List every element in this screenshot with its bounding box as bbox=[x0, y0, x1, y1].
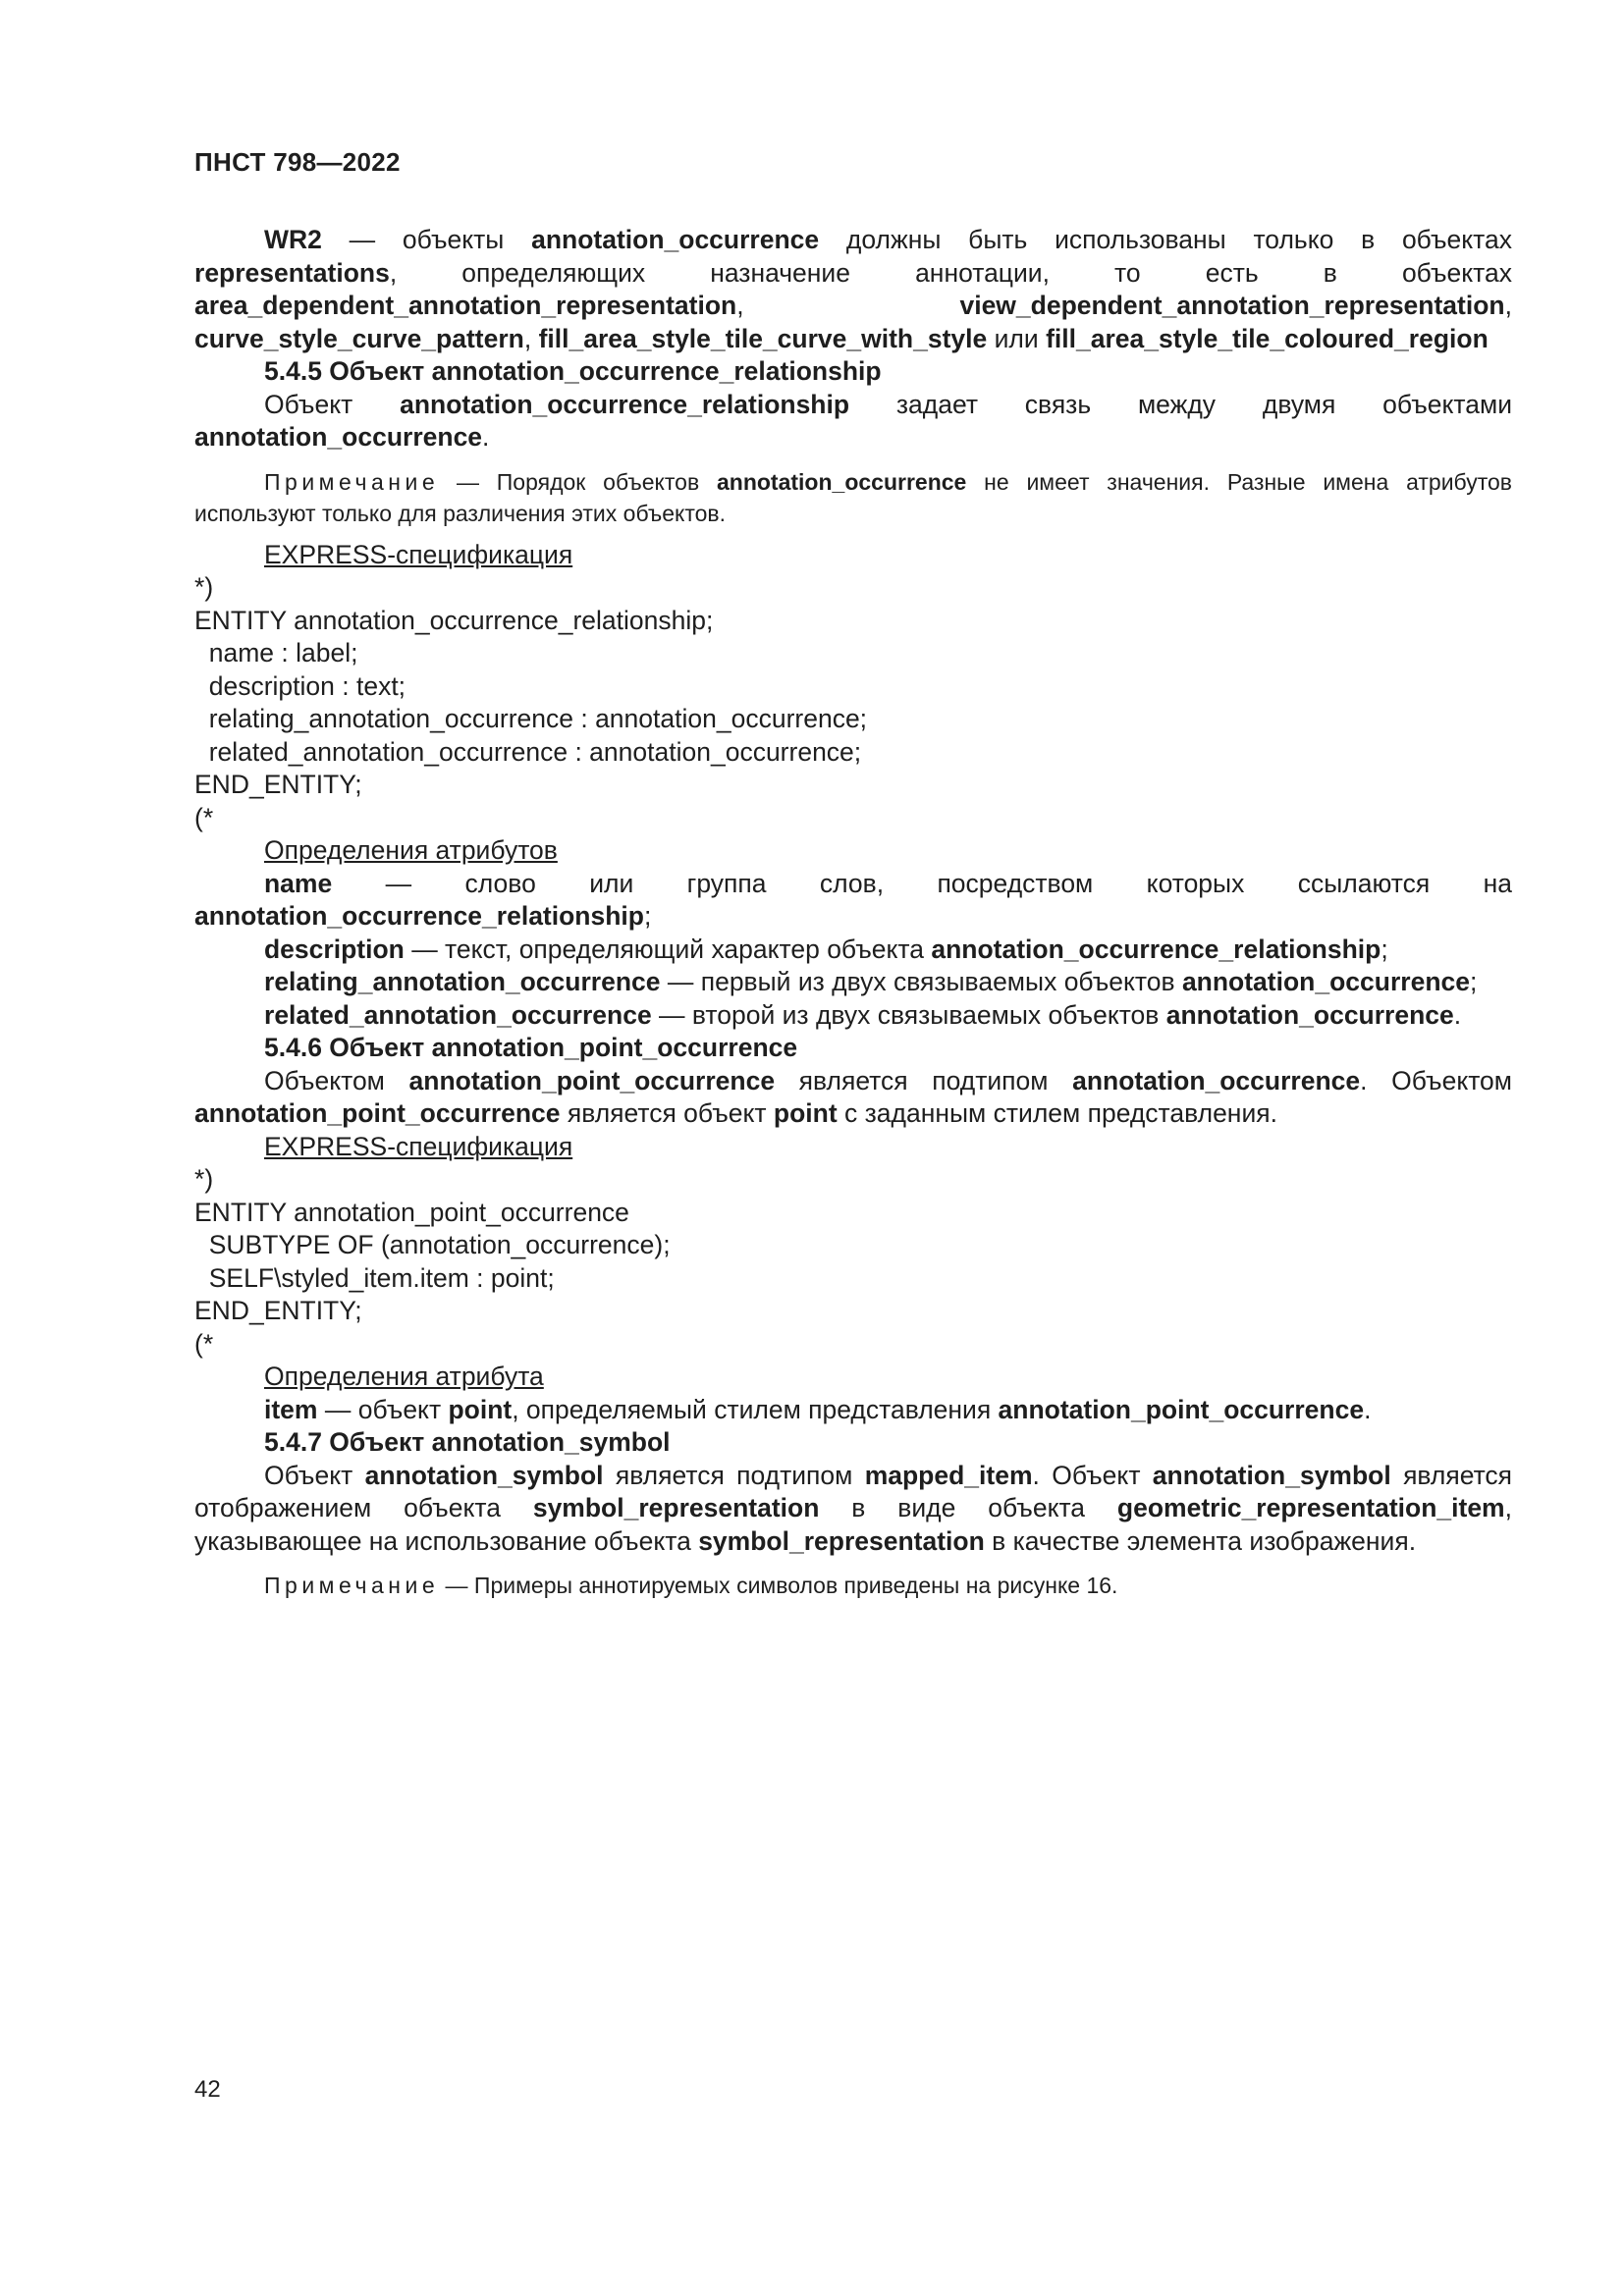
attribute-definition-description: description — текст, определяющий характер объекта annotation_occurrence_relationship; bbox=[264, 934, 1388, 964]
express-code-1: *) ENTITY annotation_occurrence_relationship; name : label; description : text; relating_annotation_occurrence : annotation_occurrence; related_annotation_occurrence : annotation_occurrence; END_ENTITY; (* bbox=[194, 572, 868, 832]
document-header: ПНСТ 798—2022 bbox=[194, 147, 401, 177]
attribute-definition-name: name — слово или группа слов, посредством которых ссылаются на annotation_occurrence_relationship; bbox=[194, 868, 1512, 931]
section-5-4-5-heading: 5.4.5 Объект annotation_occurrence_relationship bbox=[264, 356, 882, 386]
section-5-4-6-paragraph: Объектом annotation_point_occurrence является подтипом annotation_occurrence. Объектом annotation_point_occurrence является объект point с заданным стилем представления. bbox=[194, 1065, 1513, 1128]
section-5-4-5-paragraph: Объект annotation_occurrence_relationship задает связь между двумя объектами annotation_occurrence. bbox=[194, 389, 1513, 452]
wr2-paragraph: WR2 — объекты annotation_occurrence должны быть использованы только в объектах representations, определяющих назначение аннотации, то есть в объектах area_dependent_annotation_representation, view_dependent_annotation_representation, curve_style_curve_pattern, fill_area_style_tile_curve_with_style или fill_area_style_tile_coloured_region bbox=[194, 225, 1513, 353]
document-body bbox=[194, 224, 1512, 1601]
express-code-2: *) ENTITY annotation_point_occurrence SUBTYPE OF (annotation_occurrence); SELF\styled_item.item : point; END_ENTITY; (* bbox=[194, 1164, 671, 1359]
express-spec-label-2: EXPRESS-спецификация bbox=[264, 1131, 573, 1161]
page-number: 42 bbox=[194, 2076, 221, 2103]
section-5-4-6-heading: 5.4.6 Объект annotation_point_occurrence bbox=[264, 1033, 798, 1062]
section-5-4-7-heading: 5.4.7 Объект annotation_symbol bbox=[264, 1427, 671, 1457]
attribute-definition-related: related_annotation_occurrence — второй из двух связываемых объектов annotation_occurrence. bbox=[264, 999, 1462, 1030]
attribute-definition-item: item — объект point, определяемый стилем представления annotation_point_occurrence. bbox=[264, 1394, 1372, 1424]
attribute-definition-relating: relating_annotation_occurrence — первый из двух связываемых объектов annotation_occurrence; bbox=[264, 967, 1478, 996]
attribute-definitions-label-2: Определения атрибута bbox=[264, 1362, 544, 1391]
section-5-4-7-note: Примечание — Примеры аннотируемых символов приведены на рисунке 16. bbox=[264, 1573, 1118, 1598]
section-5-4-5-note: Примечание — Порядок объектов annotation_occurrence не имеет значения. Разные имена атрибутов используют только для различения этих объектов. bbox=[194, 468, 1512, 526]
section-5-4-7-paragraph: Объект annotation_symbol является подтипом mapped_item. Объект annotation_symbol является отображением объекта symbol_representation в виде объекта geometric_representation_item, указывающее на использование объекта symbol_representation в качестве элемента изображения. bbox=[194, 1460, 1513, 1556]
express-spec-label-1: EXPRESS-спецификация bbox=[264, 539, 573, 569]
attribute-definitions-label-1: Определения атрибутов bbox=[264, 835, 558, 865]
